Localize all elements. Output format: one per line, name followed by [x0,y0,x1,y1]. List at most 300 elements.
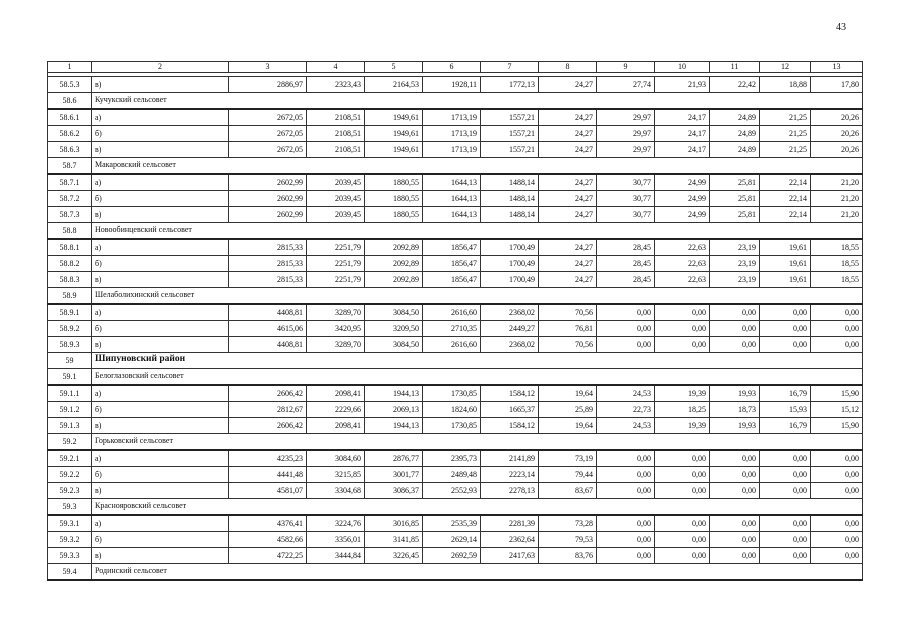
value-cell: 2368,02 [481,337,539,353]
row-label: б) [92,467,229,483]
value-cell: 19,93 [710,418,760,434]
value-cell: 0,00 [760,304,811,321]
value-cell: 70,56 [539,304,597,321]
value-cell: 18,73 [710,402,760,418]
row-code: 59 [48,353,92,369]
value-cell: 73,19 [539,450,597,467]
value-cell: 24,89 [710,126,760,142]
value-cell: 0,00 [710,548,760,564]
value-cell: 1730,85 [423,418,481,434]
value-cell: 20,26 [811,142,863,158]
value-cell: 1944,13 [365,385,423,402]
section-row [48,499,863,516]
value-cell: 0,00 [597,532,655,548]
value-cell: 3084,50 [365,304,423,321]
value-cell: 24,27 [539,272,597,288]
table-row [48,207,863,223]
value-cell: 21,20 [811,174,863,191]
table-row [48,304,863,321]
value-cell: 1730,85 [423,385,481,402]
value-cell: 0,00 [655,532,710,548]
value-cell: 24,17 [655,109,710,126]
value-cell: 19,64 [539,385,597,402]
value-cell: 4235,23 [229,450,307,467]
value-cell: 1880,55 [365,191,423,207]
value-cell: 3420,95 [307,321,365,337]
row-label: б) [92,321,229,337]
value-cell: 3444,84 [307,548,365,564]
value-cell: 4722,25 [229,548,307,564]
value-cell: 1700,49 [481,256,539,272]
value-cell: 0,00 [710,321,760,337]
value-cell: 24,53 [597,385,655,402]
value-cell: 24,89 [710,109,760,126]
value-cell: 0,00 [655,337,710,353]
row-code: 58.5.3 [48,77,92,93]
value-cell: 3016,85 [365,515,423,532]
value-cell: 1644,13 [423,191,481,207]
table-row [48,385,863,402]
value-cell: 1772,13 [481,77,539,93]
value-cell: 22,63 [655,239,710,256]
value-cell: 1944,13 [365,418,423,434]
row-code: 58.7 [48,158,92,175]
value-cell: 0,00 [760,337,811,353]
value-cell: 1584,12 [481,418,539,434]
value-cell: 79,44 [539,467,597,483]
value-cell: 0,00 [811,483,863,499]
value-cell: 19,93 [710,385,760,402]
value-cell: 3001,77 [365,467,423,483]
value-cell: 2039,45 [307,207,365,223]
value-cell: 0,00 [597,548,655,564]
row-code: 58.6.3 [48,142,92,158]
section-title: Краснояровский сельсовет [92,499,863,516]
row-label: а) [92,385,229,402]
value-cell: 19,61 [760,256,811,272]
row-label: в) [92,483,229,499]
value-cell: 2368,02 [481,304,539,321]
value-cell: 0,00 [760,467,811,483]
section-row [48,223,863,240]
row-label: а) [92,450,229,467]
table-row [48,418,863,434]
row-label: б) [92,126,229,142]
value-cell: 3224,76 [307,515,365,532]
value-cell: 2395,73 [423,450,481,467]
value-cell: 1584,12 [481,385,539,402]
value-cell: 3084,60 [307,450,365,467]
row-label: а) [92,239,229,256]
row-label: в) [92,77,229,93]
value-cell: 2417,63 [481,548,539,564]
row-code: 59.1.1 [48,385,92,402]
row-code: 59.1.3 [48,418,92,434]
value-cell: 4441,48 [229,467,307,483]
value-cell: 29,97 [597,142,655,158]
value-cell: 1488,14 [481,207,539,223]
value-cell: 0,00 [655,483,710,499]
value-cell: 30,77 [597,207,655,223]
column-header: 4 [307,62,365,73]
value-cell: 2815,33 [229,239,307,256]
value-cell: 28,45 [597,239,655,256]
value-cell: 20,26 [811,109,863,126]
value-cell: 15,12 [811,402,863,418]
value-cell: 83,67 [539,483,597,499]
value-cell: 22,63 [655,256,710,272]
district-title: Шипуновский район [92,353,863,369]
value-cell: 2223,14 [481,467,539,483]
table-row [48,77,863,93]
value-cell: 30,77 [597,191,655,207]
section-row [48,434,863,451]
value-cell: 24,27 [539,239,597,256]
value-cell: 15,90 [811,385,863,402]
value-cell: 3086,37 [365,483,423,499]
column-header: 8 [539,62,597,73]
value-cell: 2449,27 [481,321,539,337]
section-row [48,158,863,175]
value-cell: 1557,21 [481,109,539,126]
row-code: 59.2 [48,434,92,451]
value-cell: 21,25 [760,109,811,126]
row-code: 58.8.2 [48,256,92,272]
value-cell: 2710,35 [423,321,481,337]
table-row [48,256,863,272]
table-row [48,532,863,548]
value-cell: 24,17 [655,126,710,142]
value-cell: 23,19 [710,256,760,272]
value-cell: 1557,21 [481,126,539,142]
value-cell: 19,64 [539,418,597,434]
row-label: в) [92,272,229,288]
value-cell: 29,97 [597,126,655,142]
row-code: 58.9 [48,288,92,305]
value-cell: 19,61 [760,272,811,288]
value-cell: 24,99 [655,207,710,223]
section-row [48,564,863,581]
value-cell: 2108,51 [307,126,365,142]
value-cell: 24,27 [539,174,597,191]
value-cell: 2092,89 [365,256,423,272]
value-cell: 1665,37 [481,402,539,418]
value-cell: 2251,79 [307,256,365,272]
table-row [48,142,863,158]
value-cell: 2098,41 [307,385,365,402]
value-cell: 21,20 [811,207,863,223]
section-title: Родинский сельсовет [92,564,863,581]
row-label: б) [92,402,229,418]
value-cell: 24,27 [539,142,597,158]
value-cell: 2629,14 [423,532,481,548]
value-cell: 0,00 [811,548,863,564]
value-cell: 0,00 [597,483,655,499]
value-cell: 0,00 [655,467,710,483]
value-cell: 19,61 [760,239,811,256]
value-cell: 2815,33 [229,256,307,272]
value-cell: 16,79 [760,385,811,402]
value-cell: 2552,93 [423,483,481,499]
value-cell: 2815,33 [229,272,307,288]
value-cell: 2323,43 [307,77,365,93]
value-cell: 1949,61 [365,142,423,158]
value-cell: 24,53 [597,418,655,434]
value-cell: 1488,14 [481,174,539,191]
row-code: 59.3.1 [48,515,92,532]
value-cell: 4376,41 [229,515,307,532]
value-cell: 0,00 [811,321,863,337]
value-cell: 0,00 [710,515,760,532]
section-row [48,288,863,305]
value-cell: 22,73 [597,402,655,418]
value-cell: 24,17 [655,142,710,158]
row-code: 59.3 [48,499,92,516]
value-cell: 0,00 [655,515,710,532]
value-cell: 3215,85 [307,467,365,483]
value-cell: 2278,13 [481,483,539,499]
value-cell: 24,27 [539,126,597,142]
value-cell: 1880,55 [365,207,423,223]
value-cell: 0,00 [811,337,863,353]
row-code: 58.6.1 [48,109,92,126]
section-title: Кучукский сельсовет [92,93,863,110]
value-cell: 18,55 [811,272,863,288]
value-cell: 1856,47 [423,239,481,256]
value-cell: 0,00 [811,450,863,467]
value-cell: 22,42 [710,77,760,93]
row-code: 58.8.1 [48,239,92,256]
row-label: б) [92,256,229,272]
table-row [48,515,863,532]
value-cell: 19,39 [655,385,710,402]
row-label: в) [92,142,229,158]
value-cell: 2672,05 [229,126,307,142]
row-code: 59.1 [48,369,92,386]
value-cell: 4615,06 [229,321,307,337]
table-row [48,321,863,337]
value-cell: 0,00 [710,483,760,499]
row-code: 58.6.2 [48,126,92,142]
value-cell: 0,00 [811,515,863,532]
section-title: Шелаболихинский сельсовет [92,288,863,305]
section-row [48,369,863,386]
row-label: б) [92,191,229,207]
table-row [48,239,863,256]
value-cell: 3226,45 [365,548,423,564]
value-cell: 1928,11 [423,77,481,93]
value-cell: 2281,39 [481,515,539,532]
value-cell: 1713,19 [423,126,481,142]
value-cell: 18,25 [655,402,710,418]
value-cell: 24,27 [539,207,597,223]
value-cell: 0,00 [655,304,710,321]
value-cell: 2092,89 [365,272,423,288]
value-cell: 2616,60 [423,304,481,321]
column-header: 12 [760,62,811,73]
value-cell: 2141,89 [481,450,539,467]
row-label: в) [92,418,229,434]
section-row [48,93,863,110]
value-cell: 2098,41 [307,418,365,434]
value-cell: 25,81 [710,174,760,191]
value-cell: 1488,14 [481,191,539,207]
row-code: 58.9.2 [48,321,92,337]
value-cell: 21,25 [760,126,811,142]
value-cell: 0,00 [760,483,811,499]
value-cell: 22,14 [760,191,811,207]
value-cell: 2229,66 [307,402,365,418]
district-row [48,353,863,369]
value-cell: 17,80 [811,77,863,93]
value-cell: 23,19 [710,239,760,256]
value-cell: 24,27 [539,109,597,126]
value-cell: 0,00 [760,548,811,564]
value-cell: 0,00 [597,304,655,321]
table-row [48,337,863,353]
table-row [48,272,863,288]
section-title: Белоглазовский сельсовет [92,369,863,386]
value-cell: 3084,50 [365,337,423,353]
value-cell: 1949,61 [365,126,423,142]
value-cell: 21,25 [760,142,811,158]
value-cell: 0,00 [597,467,655,483]
value-cell: 0,00 [760,532,811,548]
value-cell: 4582,66 [229,532,307,548]
row-code: 58.7.3 [48,207,92,223]
column-header: 2 [92,62,229,73]
value-cell: 2489,48 [423,467,481,483]
table-row [48,191,863,207]
row-code: 58.9.3 [48,337,92,353]
table-row [48,450,863,467]
column-header: 5 [365,62,423,73]
row-code: 59.3.3 [48,548,92,564]
value-cell: 21,93 [655,77,710,93]
value-cell: 28,45 [597,272,655,288]
value-cell: 2535,39 [423,515,481,532]
column-header: 11 [710,62,760,73]
header-row [48,62,863,73]
column-header: 7 [481,62,539,73]
section-title: Горьковский сельсовет [92,434,863,451]
value-cell: 2092,89 [365,239,423,256]
value-cell: 2108,51 [307,109,365,126]
value-cell: 0,00 [760,515,811,532]
table-row [48,548,863,564]
value-cell: 1557,21 [481,142,539,158]
value-cell: 0,00 [811,304,863,321]
value-cell: 21,20 [811,191,863,207]
value-cell: 2812,67 [229,402,307,418]
value-cell: 3209,50 [365,321,423,337]
table-row [48,483,863,499]
column-header: 9 [597,62,655,73]
column-header: 13 [811,62,863,73]
value-cell: 0,00 [710,304,760,321]
value-cell: 2108,51 [307,142,365,158]
value-cell: 22,14 [760,174,811,191]
value-cell: 2602,99 [229,174,307,191]
column-header: 3 [229,62,307,73]
row-code: 59.2.3 [48,483,92,499]
value-cell: 2362,64 [481,532,539,548]
value-cell: 79,53 [539,532,597,548]
value-cell: 0,00 [655,548,710,564]
value-cell: 18,88 [760,77,811,93]
value-cell: 3356,01 [307,532,365,548]
value-cell: 0,00 [710,532,760,548]
value-cell: 2886,97 [229,77,307,93]
value-cell: 2692,59 [423,548,481,564]
row-code: 59.3.2 [48,532,92,548]
row-label: а) [92,515,229,532]
value-cell: 1700,49 [481,239,539,256]
value-cell: 16,79 [760,418,811,434]
value-cell: 30,77 [597,174,655,191]
value-cell: 1856,47 [423,272,481,288]
page-number: 43 [836,22,846,33]
value-cell: 1880,55 [365,174,423,191]
value-cell: 24,99 [655,174,710,191]
value-cell: 1644,13 [423,174,481,191]
value-cell: 1824,60 [423,402,481,418]
value-cell: 29,97 [597,109,655,126]
row-label: в) [92,207,229,223]
value-cell: 22,14 [760,207,811,223]
row-code: 59.2.2 [48,467,92,483]
value-cell: 4408,81 [229,337,307,353]
value-cell: 27,74 [597,77,655,93]
row-label: б) [92,532,229,548]
value-cell: 1700,49 [481,272,539,288]
value-cell: 15,93 [760,402,811,418]
value-cell: 23,19 [710,272,760,288]
value-cell: 20,26 [811,126,863,142]
value-cell: 2069,13 [365,402,423,418]
value-cell: 2616,60 [423,337,481,353]
value-cell: 1949,61 [365,109,423,126]
row-code: 58.6 [48,93,92,110]
row-code: 59.1.2 [48,402,92,418]
value-cell: 0,00 [760,450,811,467]
table-row [48,109,863,126]
value-cell: 22,63 [655,272,710,288]
value-cell: 3141,85 [365,532,423,548]
table-row [48,126,863,142]
value-cell: 24,89 [710,142,760,158]
value-cell: 2606,42 [229,385,307,402]
value-cell: 2602,99 [229,207,307,223]
table-body [48,62,863,581]
row-label: а) [92,174,229,191]
value-cell: 2606,42 [229,418,307,434]
value-cell: 25,81 [710,207,760,223]
value-cell: 25,89 [539,402,597,418]
value-cell: 4581,07 [229,483,307,499]
value-cell: 25,81 [710,191,760,207]
value-cell: 2672,05 [229,142,307,158]
value-cell: 18,55 [811,239,863,256]
row-code: 58.7.2 [48,191,92,207]
table-row [48,467,863,483]
column-header: 6 [423,62,481,73]
section-title: Новообинцевский сельсовет [92,223,863,240]
value-cell: 83,76 [539,548,597,564]
value-cell: 0,00 [811,467,863,483]
row-code: 58.8 [48,223,92,240]
value-cell: 3289,70 [307,304,365,321]
